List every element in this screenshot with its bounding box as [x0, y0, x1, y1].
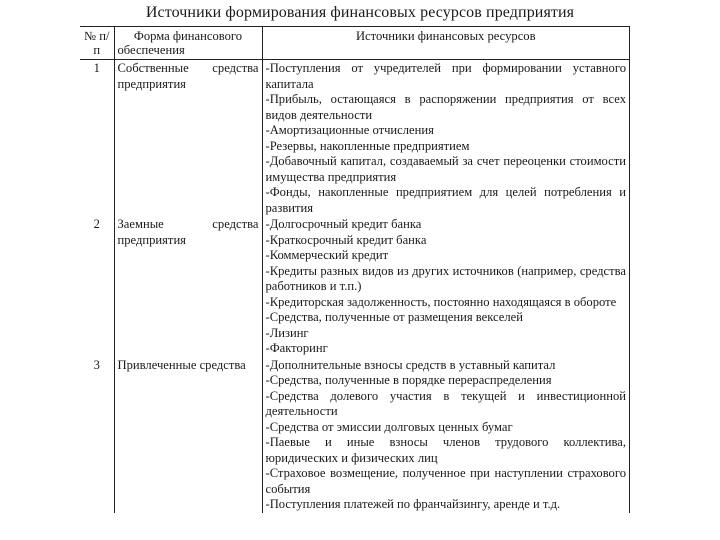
source-item: -Страховое возмещение, полученное при наступлении страхового события — [265, 466, 626, 496]
source-item: -Долгосрочный кредит банка — [265, 217, 422, 231]
source-item: -Дополнительные взносы средств в уставный капитал — [265, 357, 556, 372]
table-header-row — [80, 27, 630, 60]
source-item: -Паевые и иные взносы членов трудового коллектива, юридических и физических лиц — [265, 435, 626, 465]
source-item: -Кредиторская задолженность, постоянно находящаяся в обороте — [265, 294, 617, 309]
source-item: -Краткосрочный кредит банка — [265, 232, 427, 247]
row-sources — [262, 216, 630, 357]
sources-table — [80, 26, 630, 513]
source-item: -Добавочный капитал, создаваемый за счет переоценки стоимости имущества предприятия — [265, 154, 626, 184]
row-number: 3 — [80, 357, 114, 513]
source-item: -Средства долевого участия в текущей и инвестиционной деятельности — [265, 388, 626, 418]
row-form: Собственные средства предприятия — [114, 60, 262, 217]
source-item: -Коммерческий кредит — [265, 248, 389, 262]
row-form: Привлеченные средства — [114, 357, 262, 513]
header-number: № п/п — [80, 27, 114, 60]
document-title: Источники формирования финансовых ресурсов предприятия — [145, 4, 575, 21]
table-row — [80, 357, 630, 513]
source-item: -Средства, полученные от размещения векселей — [265, 310, 523, 324]
table-row — [80, 216, 630, 357]
source-item: -Поступления от учредителей при формировании уставного капитала — [265, 61, 626, 91]
source-item: -Кредиты разных видов из других источников (например, средства работников и т.п.) — [265, 263, 626, 293]
row-sources — [262, 60, 630, 217]
source-item: -Средства, полученные в порядке перераспределения — [265, 373, 552, 387]
source-item: -Амортизационные отчисления — [265, 123, 434, 137]
row-form: Заемные средства предприятия — [114, 216, 262, 357]
source-item: -Резервы, накопленные предприятием — [265, 138, 470, 153]
row-number: 2 — [80, 216, 114, 357]
header-form: Форма финансового обеспечения — [114, 27, 262, 60]
row-sources — [262, 357, 630, 513]
source-item: -Средства от эмиссии долговых ценных бумаг — [265, 419, 513, 434]
source-item: -Поступления платежей по франчайзингу, аренде и т.д. — [265, 497, 561, 511]
source-item: -Прибыль, остающаяся в распоряжении предприятия от всех видов деятельности — [265, 92, 626, 122]
source-item: -Лизинг — [265, 325, 309, 340]
source-item: -Фонды, накопленные предприятием для целей потребления и развития — [265, 185, 626, 215]
header-sources: Источники финансовых ресурсов — [262, 27, 630, 60]
table-row — [80, 60, 630, 217]
source-item: -Факторинг — [265, 341, 328, 355]
row-number: 1 — [80, 60, 114, 217]
